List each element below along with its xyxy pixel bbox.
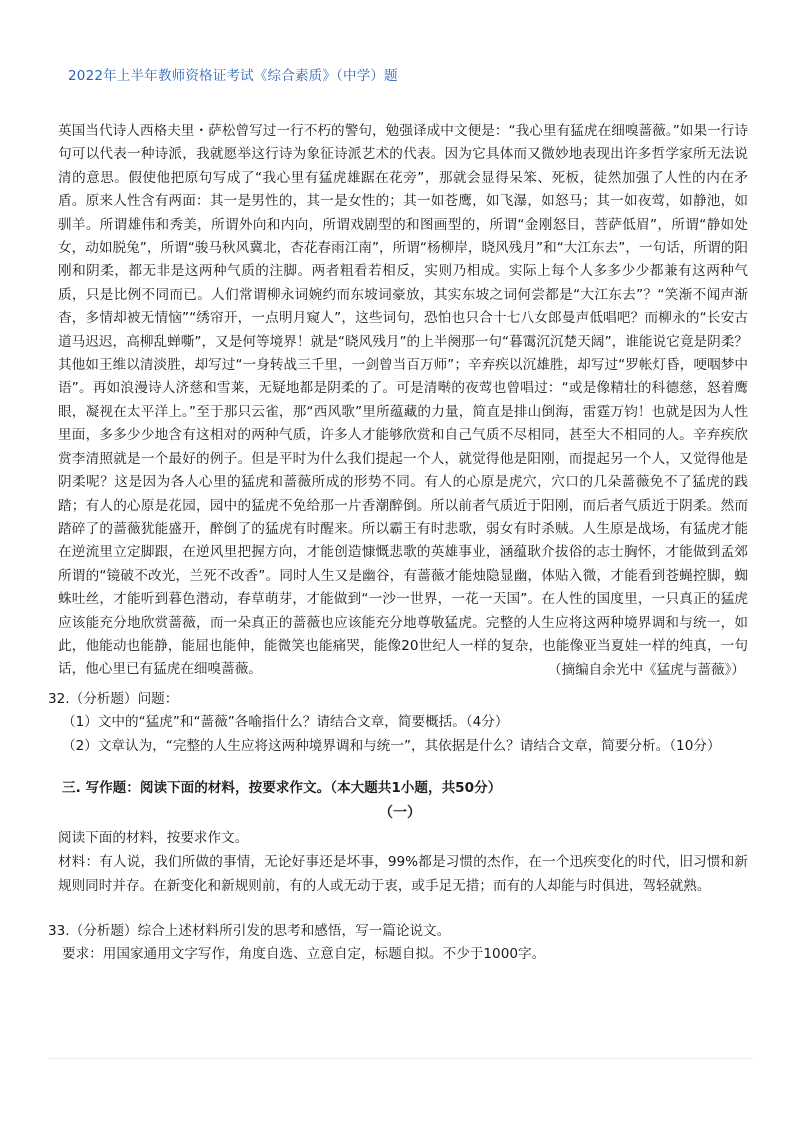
footer-divider	[48, 1058, 754, 1059]
passage-source: （摘编自余光中《猛虎与蔷薇》）	[547, 662, 745, 678]
writing-material	[58, 826, 748, 899]
question-32-stem: 32.（分析题）问题：	[48, 691, 179, 707]
question-32	[48, 688, 748, 758]
material-text: 材料：有人说，我们所做的事情，无论好事还是坏事，99%都是习惯的杰作，在一个迅疾变化的时代，旧习惯和新规则同时并存。在新变化和新规则前，有的人或无动于衷，或手足无措；而有的人却能与时俱进，驾轻就熟。	[58, 854, 748, 895]
reading-passage: 英国当代诗人西格夫里・萨松曾写过一行不朽的警句，勉强译成中文便是：“我心里有猛虎在细嗅蔷薇。”如果一行诗句可以代表一种诗派，我就愿举这行诗为象征诗派艺术的代表。因为它具体而又微妙地表现出许多哲学家所无法说清的意思。假使他把原句写成了“我心里有猛虎雄踞在花旁”，那就会显得呆笨、死板，徒然加强了人性的内在矛盾。原来人性含有两面：其一是男性的，其一是女性的；其一如苍鹰，如飞瀑，如怒马；其一如夜莺，如静池，如驯羊。所谓雄伟和秀美，所谓外向和内向，所谓戏剧型的和图画型的，所谓“金刚怒目，菩萨低眉”，所谓“静如处女，动如脱兔”，所谓“骏马秋风冀北，杏花春雨江南”，所谓“杨柳岸，晓风残月”和“大江东去”，一句话，所谓的阳刚和阴柔，都无非是这两种气质的注脚。两者粗看若相反，实则乃相成。实际上每个人多多少少都兼有这两种气质，只是比例不同而已。人们常谓柳永词婉约而东坡词豪放，其实东坡之词何尝都是“大江东去”？“笑渐不闻声渐杳，多情却被无情恼”“绣帘开，一点明月窥人”，这些词句，恐怕也只合十七八女郎曼声低唱吧？而柳永的“长安古道马迟迟，高柳乱蝉嘶”，又是何等境界！就是“晓风残月”的上半阕那一句“暮霭沉沉楚天阔”，谁能说它竟是阴柔？其他如王维以清淡胜，却写过“一身转战三千里，一剑曾当百万师”；辛弃疾以沉雄胜，却写过“罗帐灯昏，哽咽梦中语”。再如浪漫诗人济慈和雪莱，无疑地都是阴柔的了。可是清啭的夜莺也曾唱过：“或是像精壮的科德慈，怒着鹰眼，凝视在太平洋上。”至于那只云雀，那“西风歌”里所蕴藏的力量，简直是排山倒海，雷霆万钧！也就是因为人性里面，多多少少地含有这相对的两种气质，许多人才能够欣赏和自己气质不尽相同，甚至大不相同的人。辛弃疾欣赏李清照就是一个最好的例子。但是平时为什么我们提起一个人，就觉得他是阳刚，而提起另一个人，又觉得他是阴柔呢？这是因为各人心里的猛虎和蔷薇所成的形势不同。有人的心原是虎穴，穴口的几朵蔷薇免不了猛虎的践踏；有人的心原是花园，园中的猛虎不免给那一片香潮醉倒。所以前者气质近于阳刚，而后者气质近于阴柔。然而踏碎了的蔷薇犹能盛开，醉倒了的猛虎有时醒来。所以霸王有时悲歌，弱女有时杀贼。人生原是战场，有猛虎才能在逆流里立定脚跟，在逆风里把握方向，才能创造慷慨悲歌的英雄事业，涵蕴耿介拔俗的志士胸怀，才能做到孟郊所谓的“镜破不改光，兰死不改香”。同时人生又是幽谷，有蔷薇才能烛隐显幽，体贴入微，才能看到苍蝇控脚，蜘蛛吐丝，才能听到暮色潜动，春草萌芽，才能做到“一沙一世界，一花一天国”。在人性的国度里，一只真正的猛虎应该能充分地欣赏蔷薇，而一朵真正的蔷薇也应该能充分地尊敬猛虎。完整的人生应将这两种境界调和与统一，如此，他能动也能静，能屈也能伸，能微笑也能痛哭，能像20世纪人一样的复杂，也能像亚当夏娃一样的纯真，一句话，他心里已有猛虎在细嗅蔷薇。	[58, 123, 748, 678]
document-header: 2022年上半年教师资格证考试《综合素质》（中学）题	[68, 68, 398, 84]
question-33	[48, 920, 748, 967]
section-3-subtitle: （一）	[379, 805, 421, 821]
material-intro: 阅读下面的材料，按要求作文。	[58, 830, 249, 846]
section-3-title: 三. 写作题：阅读下面的材料，按要求作文。（本大题共1小题，共50分）	[62, 780, 502, 796]
question-32-sub-1: （1）文中的“猛虎”和“蔷薇”各喻指什么？请结合文章，简要概括。（4分）	[62, 714, 509, 731]
question-32-sub-2: （2）文章认为，“完整的人生应将这两种境界调和与统一”，其依据是什么？请结合文章，简要分析。（10分）	[62, 737, 721, 754]
question-33-stem: 33.（分析题）综合上述材料所引发的思考和感悟，写一篇论说文。	[48, 923, 451, 939]
question-33-requirement: 要求：用国家通用文字写作，角度自选、立意自定，标题自拟。不少于1000字。	[62, 946, 546, 963]
